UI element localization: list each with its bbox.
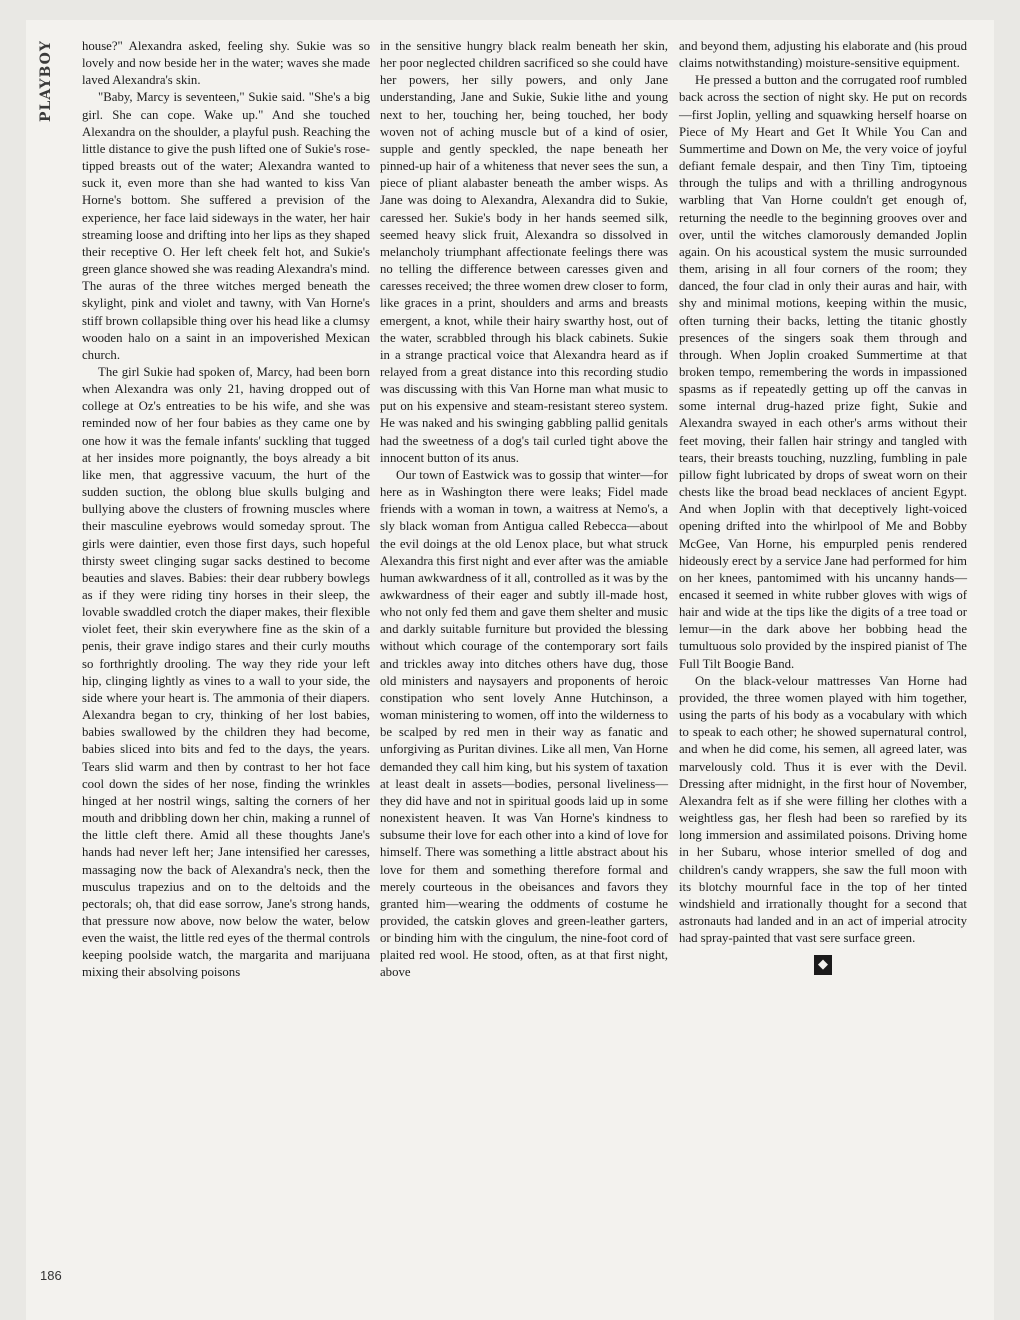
- paragraph: "Baby, Marcy is seventeen," Sukie said. "She's a big girl. She can cope. Wake up." And she touched Alexandra on the shoulder, a playful push. Reaching the little distance to give the push lifted one of Sukie's rose-tipped breasts out of the water; Alexandra wanted to suck it, even more than she had wanted to kiss Van Horne's bottom. She suffered a prevision of the experience, her face laid sideways in the water, her hair streaming loose and drifting into her lips as they shaped their receptive O. Her left cheek felt hot, and Sukie's green glance showed she was reading Alexandra's mind. The auras of the three witches merged beneath the skylight, pink and violet and tawny, with Van Horne's stiff brown collapsible thing over his head like a clumsy wooden halo on a saint in an impoverished Mexican church.: [82, 90, 371, 362]
- text-column-2: [380, 38, 668, 982]
- masthead: PLAYBOY: [38, 40, 54, 122]
- magazine-page: [26, 20, 994, 1320]
- paragraph: house?" Alexandra asked, feeling shy. Sukie was so lovely and now beside her in the water; waves she made laved Alexandra's skin.: [82, 39, 370, 88]
- text-column-3: [679, 38, 967, 975]
- page-number: 186: [40, 1268, 62, 1283]
- paragraph: On the black-velour mattresses Van Horne had provided, the three women played with him together, using the parts of his body as a vocabulary with which to speak to each other; he showed supernatural control, and when he did come, his semen, all agreed later, was marvelously cold. Thus it is ever with the Devil. Dressing after midnight, in the first hour of November, Alexandra felt as if she were filling her clothes with a weightless gas, her flesh had been so rarefied by its long immersion and assimilated poisons. Driving home in her Subaru, whose interior smelled of dog and children's candy wrappers, she saw the full moon with its blotchy mournful face in the top of her tinted windshield and irrationally thought for a second that astronauts had landed and in an act of imperial atrocity had spray-painted that vast sere surface green.: [679, 673, 967, 946]
- paragraph: and beyond them, adjusting his elaborate and (his proud claims notwithstanding) moisture-sensitive equipment.: [679, 39, 967, 71]
- paragraph: The girl Sukie had spoken of, Marcy, had been born when Alexandra was only 21, having dropped out of college at Oz's entreaties to be his wife, and she was reminded now of her four babies as they came one by one how it was the female infants' suckling that tugged at her insides more poignantly, the boys already a bit like men, that aggressive vacuum, the hurt of the sudden suction, the oblong blue skulls bulging and bullying above the clusters of frowning muscles where their masculine eyebrows would someday sprout. The girls were daintier, even those first days, such hopeful thirsty sweet clinging sugar sacks destined to become beauties and slaves. Babies: their dear rubbery bowlegs as if they were riding tiny horses in their sleep, the lovable swaddled crotch the diaper makes, their flexible violet feet, their skin everywhere fine as the skin of a penis, their grave indigo stares and their curly mouths so forthrightly drooling. The way they ride your left hip, clinging lightly as vines to a wall to your side, the side where your heart is. The ammonia of their diapers. Alexandra began to cry, thinking of her lost babies, babies swallowed by the children they had become, babies sliced into bits and fed to the days, the years. Tears slid warm and then by contrast to her hot face cool down the sides of her nose, finding the wrinkles hinged at her nostril wings, salting the corners of her mouth and dribbling down her chin, making a runnel of the little cleft there. Amid all these thoughts Jane's hands had never left her; Jane intensified her caresses, massaging now the back of Alexandra's neck, then the musculus trapezius and on to the deltoids and the pectorals; oh, that did ease sorrow, Jane's strong hands, that pressure now above, now below the water, below even the waist, the little red eyes of the thermal controls keeping poolside watch, the margarita and marijuana mixing their absolving poisons: [82, 364, 370, 980]
- paragraph: He pressed a button and the corrugated roof rumbled back across the section of night sky. He put on records—first Joplin, yelling and squawking herself hoarse on Piece of My Heart and Get It While You Can and Summertime and Down on Me, the very voice of joyful defiant female despair, and then Tiny Tim, tiptoeing through the tulips and with a thrilling androgynous warbling that Van Horne couldn't get enough of, returning the needle to the beginning grooves over and over, until the witches clamorously demanded Joplin again. On his acoustical system the music surrounded them, arising in all four corners of the room; they danced, the four clad in only their auras and hair, with shy and minimal motions, keeping within the music, often turning their backs, letting the titanic ghostly presences of the singers soak them through and through. When Joplin croaked Summertime at that broken tempo, remembering the words in impassioned spasms as if repeatedly getting up off the canvas in some internal drug-hazed prize fight, Sukie and Alexandra swayed in each other's arms without their feet moving, their fallen hair stringy and tangled with tears, their breasts touching, nuzzling, fumbling in pale pillow fight lubricated by drops of sweat worn on their chests like the broad bead necklaces of ancient Egypt. And when Joplin with that deceptively light-voiced opening drifted into the whirlpool of Me and Bobby McGee, Van Horne, his empurpled penis rendered hideously erect by a service Jane had performed for him on her knees, pantomimed with his uncanny hands—encased it seemed in white rubber gloves with wigs of hair and wide at the tips like the digits of a tree toad or lemur—in the dark above her bobbing head the tumultuous solo provided by the inspired pianist of The Full Tilt Boogie Band.: [679, 73, 967, 671]
- paragraph: in the sensitive hungry black realm beneath her skin, her poor neglected children sacrificed so she could have her powers, her silly powers, and only Jane understanding, Jane and Sukie, Sukie lithe and young next to her, touching her, being touched, her body woven not of aching muscle but of a kind of osier, supple and gently speckled, the nape beneath her pinned-up hair of a whiteness that never sees the sun, a piece of pliant alabaster beneath the amber wisps. As Jane was doing to Alexandra, Alexandra did to Sukie, caressed her. Sukie's body in her hands seemed silk, seemed heavy slick fruit, Alexandra so dissolved in melancholy triumphant affectionate feelings there was no telling the difference between caresses given and caresses received; the three women drew closer to form, like graces in a print, shoulders and arms and breasts emergent, a knot, while their hairy swarthy host, out of the water, scrabbled through his black cabinets. Sukie in a strange practical voice that Alexandra heard as if relayed from a great distance into this recording studio was discussing with this Van Horne man what music to put on his expensive and steam-resistant stereo system. He was naked and his swinging gabbling pallid genitals had the sweetness of a dog's tail curled tight above the innocent button of its anus.: [380, 39, 668, 465]
- rabbit-head-icon: ◆: [814, 955, 832, 975]
- paragraph: Our town of Eastwick was to gossip that winter—for here as in Washington there were leaks; Fidel made friends with a woman in town, a waitress at Nemo's, a sly black woman from Antigua called Rebecca—about the evil doings at the old Lenox place, but what struck Alexandra this first night and ever after was the amiable human awkwardness of it all, controlled as it was by the awkwardness of their eager and subtly ill-made host, who not only fed them and gave them shelter and music and darkly suitable furniture but provided the blessing without which courage of the contemporary sort fails and trickles away into ditches others have dug, those old ministers and naysayers and proponents of heroic constipation who sent lovely Anne Hutchinson, a woman ministering to women, off into the wilderness to be scalped by red men in their way as fanatic and unforgiving as Puritan divines. Like all men, Van Horne demanded they call him king, but his system of taxation at least dealt in assets—bodies, personal liveliness—they did have and not in spiritual goods laid up in some nonexistent heaven. It was Van Horne's kindness to subsume their love for each other into a kind of love for himself. There was something a little abstract about his love for them and something therefore formal and merely courteous in the obeisances and favors they granted him—wearing the oddments of costume he provided, the catskin gloves and green-leather garters, or binding him with the cingulum, the nine-foot cord of plaited red wool. He stood, often, as at that first night, above: [380, 467, 668, 980]
- text-column-1: [82, 38, 370, 982]
